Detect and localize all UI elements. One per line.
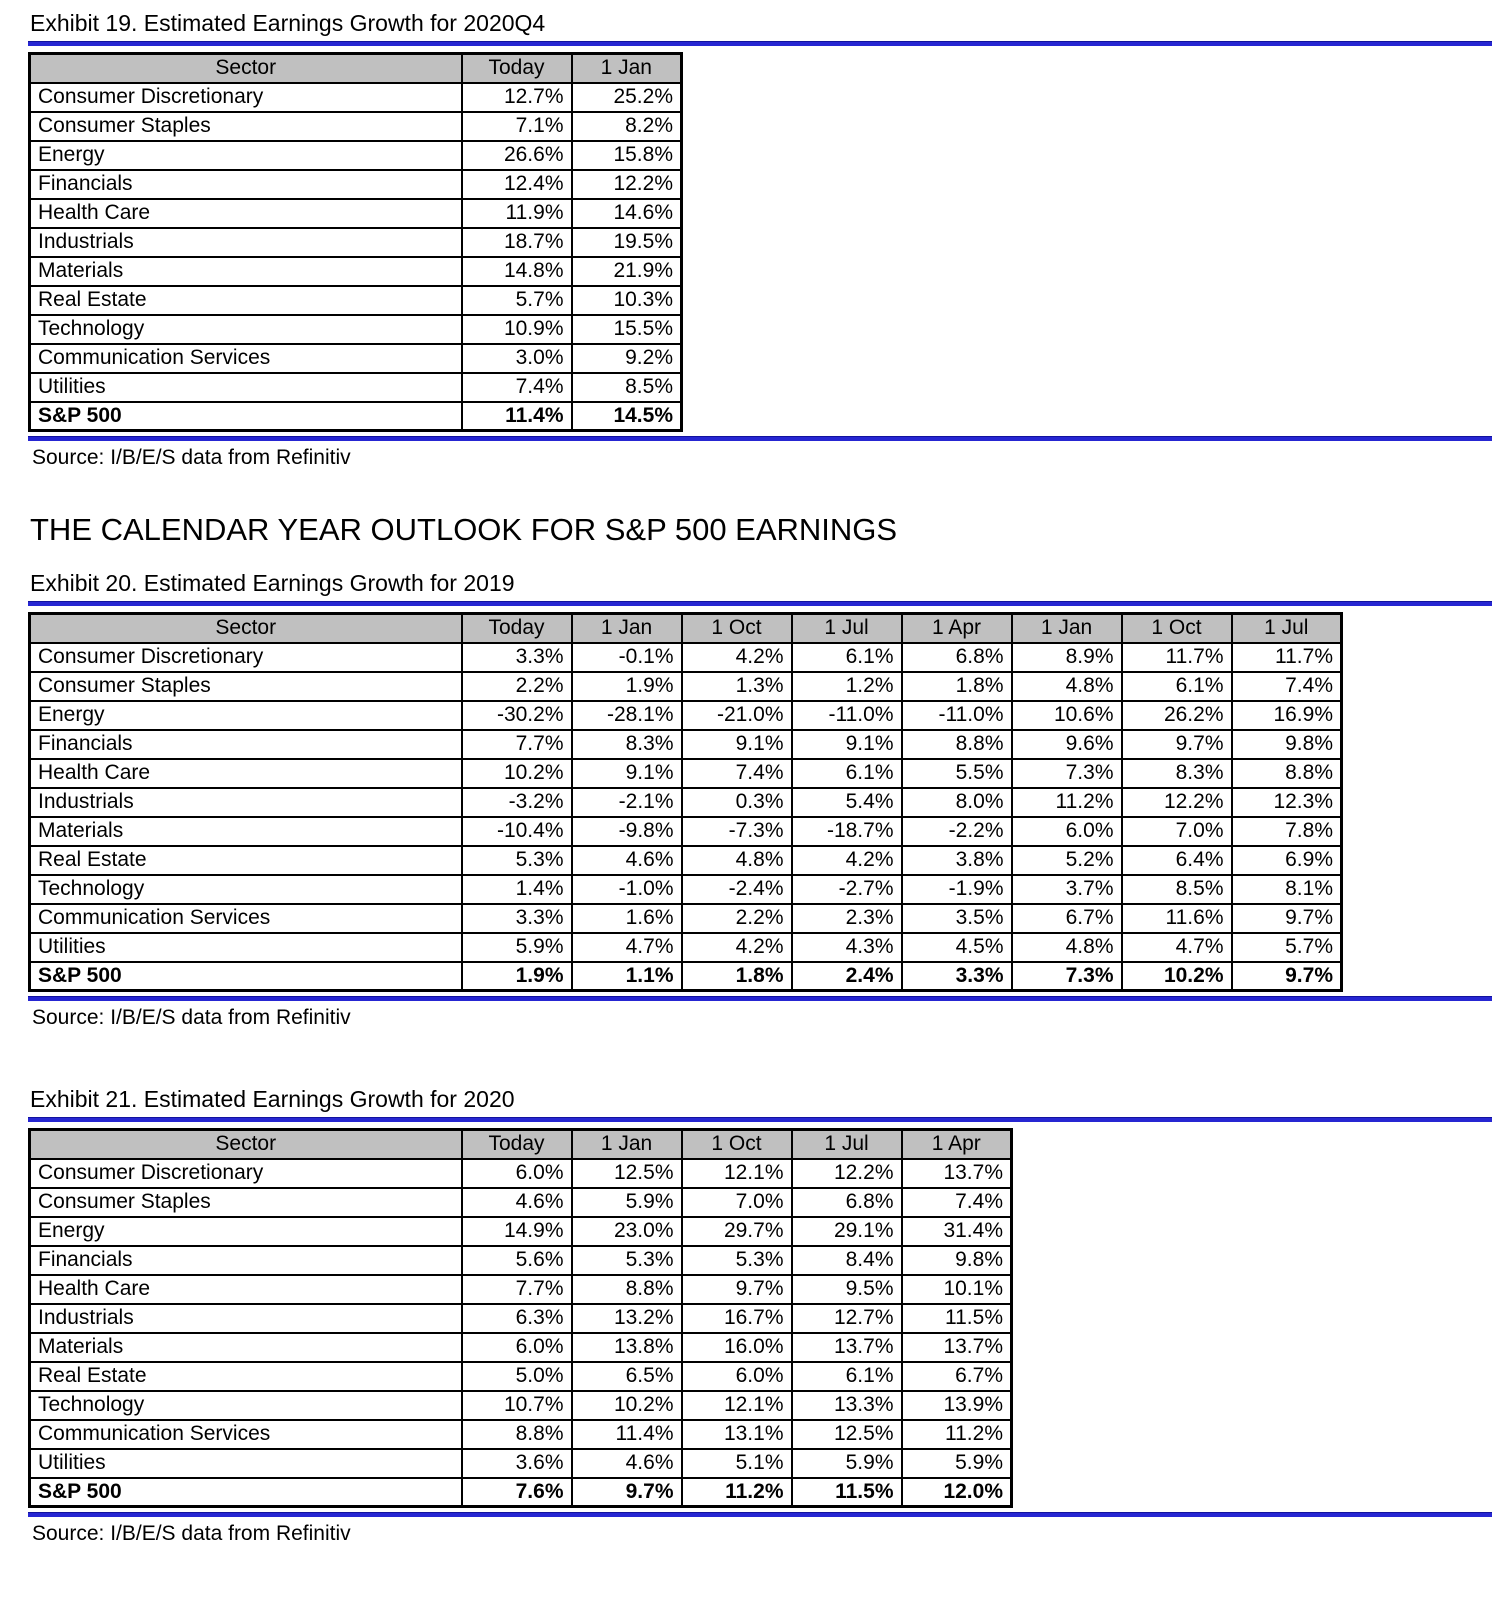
value-cell: 3.3% — [902, 962, 1012, 991]
value-cell: 5.7% — [1232, 933, 1342, 962]
value-cell: -2.7% — [792, 875, 902, 904]
table-row — [30, 286, 682, 315]
value-cell: 7.4% — [682, 759, 792, 788]
value-cell: 23.0% — [572, 1217, 682, 1246]
value-cell: 4.2% — [682, 643, 792, 672]
value-cell: 12.2% — [572, 170, 682, 199]
sector-cell: Utilities — [30, 933, 462, 962]
value-cell: 4.3% — [792, 933, 902, 962]
value-cell: 6.9% — [1232, 846, 1342, 875]
exhibit-19-table — [28, 52, 683, 432]
date-column-header: 1 Oct — [1122, 614, 1232, 643]
value-cell: 11.5% — [902, 1304, 1012, 1333]
value-cell: -2.1% — [572, 788, 682, 817]
table-row — [30, 846, 1342, 875]
header-row — [30, 54, 682, 83]
value-cell: 4.8% — [682, 846, 792, 875]
sector-cell: Technology — [30, 315, 462, 344]
value-cell: -10.4% — [462, 817, 572, 846]
value-cell: 9.7% — [682, 1275, 792, 1304]
value-cell: 4.7% — [1122, 933, 1232, 962]
date-column-header: 1 Oct — [682, 614, 792, 643]
value-cell: 4.5% — [902, 933, 1012, 962]
value-cell: 4.7% — [572, 933, 682, 962]
sector-cell: Real Estate — [30, 286, 462, 315]
value-cell: 1.8% — [682, 962, 792, 991]
exhibit-20-title-rule — [28, 601, 1492, 606]
value-cell: 6.1% — [792, 759, 902, 788]
value-cell: 5.6% — [462, 1246, 572, 1275]
sector-cell: Utilities — [30, 1449, 462, 1478]
value-cell: 8.5% — [572, 373, 682, 402]
sector-column-header: Sector — [30, 1130, 462, 1159]
value-cell: 10.7% — [462, 1391, 572, 1420]
total-row — [30, 402, 682, 431]
value-cell: 7.4% — [462, 373, 572, 402]
sector-cell: Real Estate — [30, 1362, 462, 1391]
section-heading: THE CALENDAR YEAR OUTLOOK FOR S&P 500 EARNINGS — [30, 512, 898, 547]
sector-cell: Health Care — [30, 1275, 462, 1304]
table-row — [30, 1217, 1012, 1246]
sector-cell: Consumer Staples — [30, 1188, 462, 1217]
value-cell: 5.9% — [902, 1449, 1012, 1478]
value-cell: 0.3% — [682, 788, 792, 817]
value-cell: 21.9% — [572, 257, 682, 286]
value-cell: 4.2% — [682, 933, 792, 962]
value-cell: 9.1% — [572, 759, 682, 788]
table-row — [30, 1362, 1012, 1391]
value-cell: 11.4% — [462, 402, 572, 431]
sector-cell: Materials — [30, 817, 462, 846]
value-cell: 11.6% — [1122, 904, 1232, 933]
value-cell: 13.9% — [902, 1391, 1012, 1420]
date-column-header: 1 Jan — [572, 614, 682, 643]
exhibit-21-section — [28, 1086, 1496, 1546]
exhibit-21-title-rule — [28, 1117, 1492, 1122]
value-cell: 13.7% — [902, 1159, 1012, 1188]
exhibit-21-table — [28, 1128, 1013, 1508]
value-cell: 10.2% — [462, 759, 572, 788]
sector-cell: Financials — [30, 1246, 462, 1275]
table-row — [30, 643, 1342, 672]
exhibit-20-source-note: Source: I/B/E/S data from Refinitiv — [32, 1006, 351, 1029]
value-cell: 6.3% — [462, 1304, 572, 1333]
value-cell: -11.0% — [792, 701, 902, 730]
value-cell: 5.9% — [792, 1449, 902, 1478]
table-row — [30, 1449, 1012, 1478]
value-cell: 8.1% — [1232, 875, 1342, 904]
sector-cell: S&P 500 — [30, 1478, 462, 1507]
value-cell: 8.3% — [1122, 759, 1232, 788]
value-cell: 15.5% — [572, 315, 682, 344]
table-row — [30, 257, 682, 286]
value-cell: -30.2% — [462, 701, 572, 730]
value-cell: 13.7% — [792, 1333, 902, 1362]
exhibit-19-section — [28, 10, 1496, 470]
value-cell: 5.9% — [572, 1188, 682, 1217]
value-cell: 5.3% — [572, 1246, 682, 1275]
value-cell: 3.0% — [462, 344, 572, 373]
table-row — [30, 1246, 1012, 1275]
value-cell: 9.7% — [1232, 962, 1342, 991]
exhibit-19-source-rule — [28, 436, 1492, 441]
value-cell: 12.3% — [1232, 788, 1342, 817]
value-cell: 13.1% — [682, 1420, 792, 1449]
value-cell: 11.7% — [1122, 643, 1232, 672]
value-cell: -1.0% — [572, 875, 682, 904]
value-cell: 5.9% — [462, 933, 572, 962]
value-cell: 3.6% — [462, 1449, 572, 1478]
header-row — [30, 1130, 1012, 1159]
value-cell: 14.9% — [462, 1217, 572, 1246]
table-row — [30, 170, 682, 199]
value-cell: 10.9% — [462, 315, 572, 344]
date-column-header: 1 Jan — [572, 54, 682, 83]
exhibit-21-source-note: Source: I/B/E/S data from Refinitiv — [32, 1522, 351, 1545]
sector-cell: Consumer Discretionary — [30, 83, 462, 112]
date-column-header: 1 Jan — [1012, 614, 1122, 643]
value-cell: 9.1% — [682, 730, 792, 759]
value-cell: 6.8% — [792, 1188, 902, 1217]
value-cell: 7.6% — [462, 1478, 572, 1507]
value-cell: 9.7% — [572, 1478, 682, 1507]
value-cell: -9.8% — [572, 817, 682, 846]
value-cell: 12.7% — [792, 1304, 902, 1333]
sector-cell: Materials — [30, 257, 462, 286]
value-cell: 11.2% — [682, 1478, 792, 1507]
value-cell: 12.7% — [462, 83, 572, 112]
table-row — [30, 228, 682, 257]
sector-cell: Technology — [30, 875, 462, 904]
table-row — [30, 1159, 1012, 1188]
value-cell: 13.3% — [792, 1391, 902, 1420]
value-cell: 7.7% — [462, 1275, 572, 1304]
value-cell: 6.0% — [462, 1159, 572, 1188]
value-cell: 12.4% — [462, 170, 572, 199]
sector-cell: Energy — [30, 141, 462, 170]
value-cell: 16.9% — [1232, 701, 1342, 730]
value-cell: 12.5% — [792, 1420, 902, 1449]
table-row — [30, 1304, 1012, 1333]
value-cell: 7.4% — [902, 1188, 1012, 1217]
value-cell: 4.8% — [1012, 933, 1122, 962]
table-row — [30, 701, 1342, 730]
value-cell: 6.4% — [1122, 846, 1232, 875]
value-cell: 11.7% — [1232, 643, 1342, 672]
value-cell: 18.7% — [462, 228, 572, 257]
value-cell: 12.2% — [1122, 788, 1232, 817]
value-cell: 9.7% — [1122, 730, 1232, 759]
date-column-header: 1 Jul — [792, 614, 902, 643]
value-cell: 4.6% — [462, 1188, 572, 1217]
value-cell: -28.1% — [572, 701, 682, 730]
value-cell: 12.2% — [792, 1159, 902, 1188]
exhibit-20-section — [28, 570, 1496, 1030]
value-cell: 26.2% — [1122, 701, 1232, 730]
value-cell: 9.6% — [1012, 730, 1122, 759]
table-row — [30, 315, 682, 344]
table-row — [30, 1275, 1012, 1304]
value-cell: 10.6% — [1012, 701, 1122, 730]
table-row — [30, 344, 682, 373]
exhibit-21-source-rule — [28, 1512, 1492, 1517]
value-cell: 13.2% — [572, 1304, 682, 1333]
date-column-header: 1 Apr — [902, 1130, 1012, 1159]
value-cell: 9.7% — [1232, 904, 1342, 933]
value-cell: -7.3% — [682, 817, 792, 846]
value-cell: 13.8% — [572, 1333, 682, 1362]
value-cell: 1.3% — [682, 672, 792, 701]
value-cell: 8.8% — [1232, 759, 1342, 788]
table-row — [30, 199, 682, 228]
value-cell: -0.1% — [572, 643, 682, 672]
value-cell: 2.2% — [462, 672, 572, 701]
table-row — [30, 373, 682, 402]
table-row — [30, 904, 1342, 933]
value-cell: 8.4% — [792, 1246, 902, 1275]
sector-cell: S&P 500 — [30, 402, 462, 431]
value-cell: -2.4% — [682, 875, 792, 904]
value-cell: 5.7% — [462, 286, 572, 315]
value-cell: 26.6% — [462, 141, 572, 170]
value-cell: 8.8% — [902, 730, 1012, 759]
header-row — [30, 614, 1342, 643]
sector-cell: Energy — [30, 1217, 462, 1246]
value-cell: 11.2% — [1012, 788, 1122, 817]
value-cell: 6.7% — [1012, 904, 1122, 933]
table-row — [30, 788, 1342, 817]
exhibit-20-table — [28, 612, 1343, 992]
value-cell: 3.5% — [902, 904, 1012, 933]
value-cell: 2.4% — [792, 962, 902, 991]
sector-cell: Communication Services — [30, 1420, 462, 1449]
exhibit-19-title: Exhibit 19. Estimated Earnings Growth for 2020Q4 — [30, 10, 546, 36]
value-cell: 4.6% — [572, 846, 682, 875]
value-cell: 6.7% — [902, 1362, 1012, 1391]
value-cell: 14.5% — [572, 402, 682, 431]
sector-cell: Energy — [30, 701, 462, 730]
value-cell: 10.1% — [902, 1275, 1012, 1304]
sector-cell: Communication Services — [30, 344, 462, 373]
value-cell: 9.8% — [1232, 730, 1342, 759]
value-cell: 1.9% — [572, 672, 682, 701]
value-cell: 13.7% — [902, 1333, 1012, 1362]
date-column-header: 1 Jul — [1232, 614, 1342, 643]
value-cell: -2.2% — [902, 817, 1012, 846]
value-cell: 6.1% — [792, 643, 902, 672]
value-cell: 12.5% — [572, 1159, 682, 1188]
sector-cell: Financials — [30, 730, 462, 759]
value-cell: 12.1% — [682, 1391, 792, 1420]
sector-cell: Utilities — [30, 373, 462, 402]
value-cell: 7.1% — [462, 112, 572, 141]
value-cell: 14.6% — [572, 199, 682, 228]
value-cell: 14.8% — [462, 257, 572, 286]
sector-cell: Communication Services — [30, 904, 462, 933]
total-row — [30, 962, 1342, 991]
value-cell: 1.2% — [792, 672, 902, 701]
value-cell: 5.5% — [902, 759, 1012, 788]
exhibit-19-title-rule — [28, 41, 1492, 46]
value-cell: 3.3% — [462, 904, 572, 933]
table-row — [30, 1188, 1012, 1217]
value-cell: 5.2% — [1012, 846, 1122, 875]
value-cell: 8.8% — [572, 1275, 682, 1304]
value-cell: 8.0% — [902, 788, 1012, 817]
value-cell: 10.2% — [572, 1391, 682, 1420]
value-cell: 6.0% — [462, 1333, 572, 1362]
value-cell: 10.3% — [572, 286, 682, 315]
value-cell: 1.8% — [902, 672, 1012, 701]
sector-cell: Health Care — [30, 199, 462, 228]
table-row — [30, 83, 682, 112]
sector-cell: Industrials — [30, 1304, 462, 1333]
value-cell: 5.3% — [682, 1246, 792, 1275]
value-cell: 6.0% — [1012, 817, 1122, 846]
value-cell: 6.1% — [792, 1362, 902, 1391]
date-column-header: Today — [462, 1130, 572, 1159]
value-cell: 5.3% — [462, 846, 572, 875]
value-cell: 8.2% — [572, 112, 682, 141]
value-cell: -3.2% — [462, 788, 572, 817]
value-cell: -21.0% — [682, 701, 792, 730]
table-row — [30, 1420, 1012, 1449]
value-cell: 8.8% — [462, 1420, 572, 1449]
sector-cell: Consumer Staples — [30, 672, 462, 701]
value-cell: 8.5% — [1122, 875, 1232, 904]
sector-cell: Materials — [30, 1333, 462, 1362]
value-cell: 16.0% — [682, 1333, 792, 1362]
value-cell: 4.6% — [572, 1449, 682, 1478]
value-cell: 7.3% — [1012, 759, 1122, 788]
value-cell: 7.0% — [682, 1188, 792, 1217]
value-cell: 3.7% — [1012, 875, 1122, 904]
value-cell: 1.9% — [462, 962, 572, 991]
table-row — [30, 933, 1342, 962]
value-cell: 25.2% — [572, 83, 682, 112]
value-cell: 7.4% — [1232, 672, 1342, 701]
sector-cell: Real Estate — [30, 846, 462, 875]
sector-column-header: Sector — [30, 614, 462, 643]
value-cell: 7.8% — [1232, 817, 1342, 846]
value-cell: -11.0% — [902, 701, 1012, 730]
value-cell: 7.3% — [1012, 962, 1122, 991]
value-cell: 9.8% — [902, 1246, 1012, 1275]
value-cell: 8.3% — [572, 730, 682, 759]
table-row — [30, 759, 1342, 788]
value-cell: 3.3% — [462, 643, 572, 672]
value-cell: 12.1% — [682, 1159, 792, 1188]
value-cell: 3.8% — [902, 846, 1012, 875]
value-cell: 7.0% — [1122, 817, 1232, 846]
sector-cell: Financials — [30, 170, 462, 199]
value-cell: 11.4% — [572, 1420, 682, 1449]
value-cell: 9.5% — [792, 1275, 902, 1304]
value-cell: 1.6% — [572, 904, 682, 933]
date-column-header: 1 Apr — [902, 614, 1012, 643]
exhibit-20-title: Exhibit 20. Estimated Earnings Growth for 2019 — [30, 570, 515, 596]
sector-cell: Technology — [30, 1391, 462, 1420]
value-cell: 1.1% — [572, 962, 682, 991]
value-cell: 4.2% — [792, 846, 902, 875]
value-cell: 5.0% — [462, 1362, 572, 1391]
value-cell: 7.7% — [462, 730, 572, 759]
value-cell: 11.9% — [462, 199, 572, 228]
value-cell: 11.5% — [792, 1478, 902, 1507]
exhibit-20-source-rule — [28, 996, 1492, 1001]
value-cell: 29.1% — [792, 1217, 902, 1246]
value-cell: 29.7% — [682, 1217, 792, 1246]
value-cell: 10.2% — [1122, 962, 1232, 991]
value-cell: 12.0% — [902, 1478, 1012, 1507]
sector-cell: Consumer Staples — [30, 112, 462, 141]
sector-cell: Industrials — [30, 228, 462, 257]
sector-cell: Consumer Discretionary — [30, 643, 462, 672]
value-cell: 6.0% — [682, 1362, 792, 1391]
date-column-header: Today — [462, 614, 572, 643]
table-row — [30, 141, 682, 170]
table-row — [30, 817, 1342, 846]
value-cell: -1.9% — [902, 875, 1012, 904]
sector-column-header: Sector — [30, 54, 462, 83]
value-cell: 15.8% — [572, 141, 682, 170]
value-cell: 4.8% — [1012, 672, 1122, 701]
table-row — [30, 112, 682, 141]
table-row — [30, 730, 1342, 759]
table-row — [30, 1391, 1012, 1420]
value-cell: 8.9% — [1012, 643, 1122, 672]
date-column-header: 1 Jul — [792, 1130, 902, 1159]
value-cell: 2.3% — [792, 904, 902, 933]
date-column-header: 1 Oct — [682, 1130, 792, 1159]
sector-cell: S&P 500 — [30, 962, 462, 991]
sector-cell: Health Care — [30, 759, 462, 788]
value-cell: 9.2% — [572, 344, 682, 373]
value-cell: 11.2% — [902, 1420, 1012, 1449]
exhibit-21-title: Exhibit 21. Estimated Earnings Growth for 2020 — [30, 1086, 515, 1112]
table-row — [30, 672, 1342, 701]
table-row — [30, 875, 1342, 904]
value-cell: 16.7% — [682, 1304, 792, 1333]
value-cell: 2.2% — [682, 904, 792, 933]
table-row — [30, 1333, 1012, 1362]
value-cell: 9.1% — [792, 730, 902, 759]
date-column-header: Today — [462, 54, 572, 83]
value-cell: 5.4% — [792, 788, 902, 817]
date-column-header: 1 Jan — [572, 1130, 682, 1159]
sector-cell: Consumer Discretionary — [30, 1159, 462, 1188]
value-cell: 1.4% — [462, 875, 572, 904]
value-cell: 19.5% — [572, 228, 682, 257]
exhibit-19-source-note: Source: I/B/E/S data from Refinitiv — [32, 446, 351, 469]
value-cell: -18.7% — [792, 817, 902, 846]
value-cell: 6.8% — [902, 643, 1012, 672]
value-cell: 6.1% — [1122, 672, 1232, 701]
total-row — [30, 1478, 1012, 1507]
value-cell: 31.4% — [902, 1217, 1012, 1246]
value-cell: 5.1% — [682, 1449, 792, 1478]
value-cell: 6.5% — [572, 1362, 682, 1391]
sector-cell: Industrials — [30, 788, 462, 817]
